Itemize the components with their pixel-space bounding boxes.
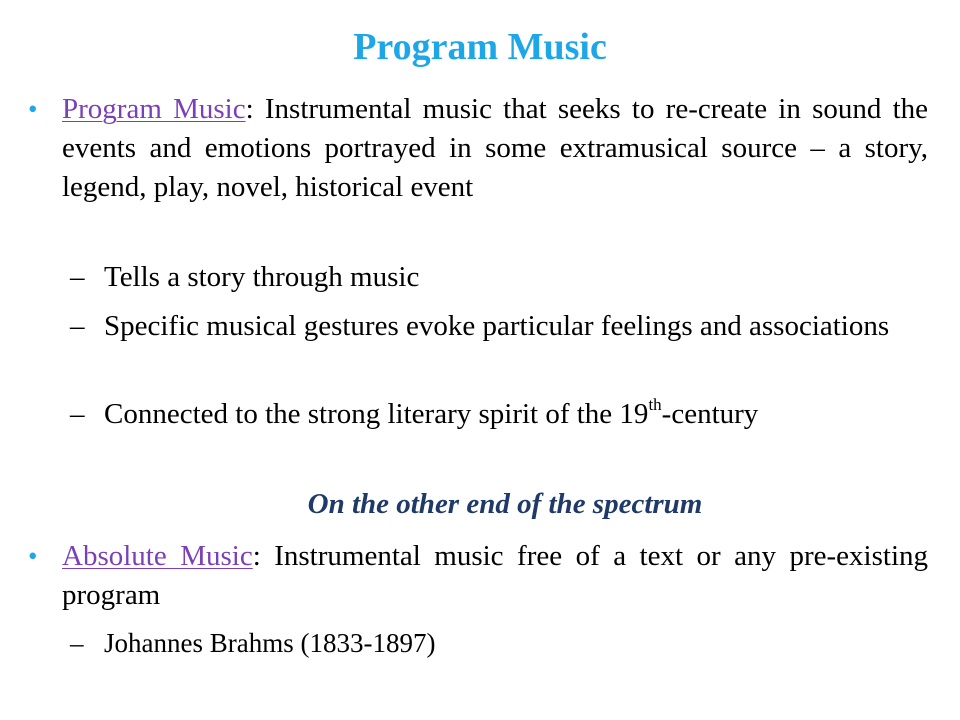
bullet-text: Instrumental music free of a text or any pre-existing program	[62, 540, 928, 611]
sub-bullet-literary-spirit	[70, 395, 930, 433]
sub-bullet-gestures	[70, 307, 930, 345]
bullet-dot: •	[28, 541, 38, 571]
bullet-body	[62, 90, 928, 207]
bullet-separator: :	[252, 540, 261, 572]
program-music-link[interactable]: Program Music	[62, 93, 246, 125]
century-text-before: Connected to the strong literary spirit of the 19	[104, 398, 649, 430]
sub-bullet-dash: –	[70, 261, 85, 293]
spectrum-heading: On the other end of the spectrum	[307, 488, 703, 520]
sub-bullet-dash: –	[70, 398, 85, 430]
sub-bullet-text: Johannes Brahms (1833-1897)	[104, 628, 436, 658]
ordinal-suffix: th	[648, 395, 662, 414]
slide-title: Program Music	[353, 26, 607, 68]
bullet-text: Instrumental music that seeks to re-create in sound the events and emotions portrayed in some extramusical source – a story, legend, play, novel, historical event	[62, 93, 928, 203]
sub-bullet-dash: –	[70, 628, 84, 658]
bullet-program-music	[28, 90, 928, 207]
sub-bullet-text: Specific musical gestures evoke particular feelings and associations	[104, 310, 890, 342]
bullet-separator: :	[245, 93, 254, 125]
century-text-after: -century	[661, 398, 759, 430]
bullet-dot: •	[28, 94, 38, 124]
sub-bullet-tells-story	[70, 258, 930, 296]
sub-bullet-text: Tells a story through music	[104, 261, 420, 293]
bullet-absolute-music	[28, 537, 928, 615]
bullet-body	[62, 537, 928, 615]
absolute-music-link[interactable]: Absolute Music	[62, 540, 253, 572]
sub-bullet-text	[104, 395, 930, 433]
sub-bullet-dash: –	[70, 310, 85, 342]
sub-bullet-brahms	[70, 624, 930, 662]
